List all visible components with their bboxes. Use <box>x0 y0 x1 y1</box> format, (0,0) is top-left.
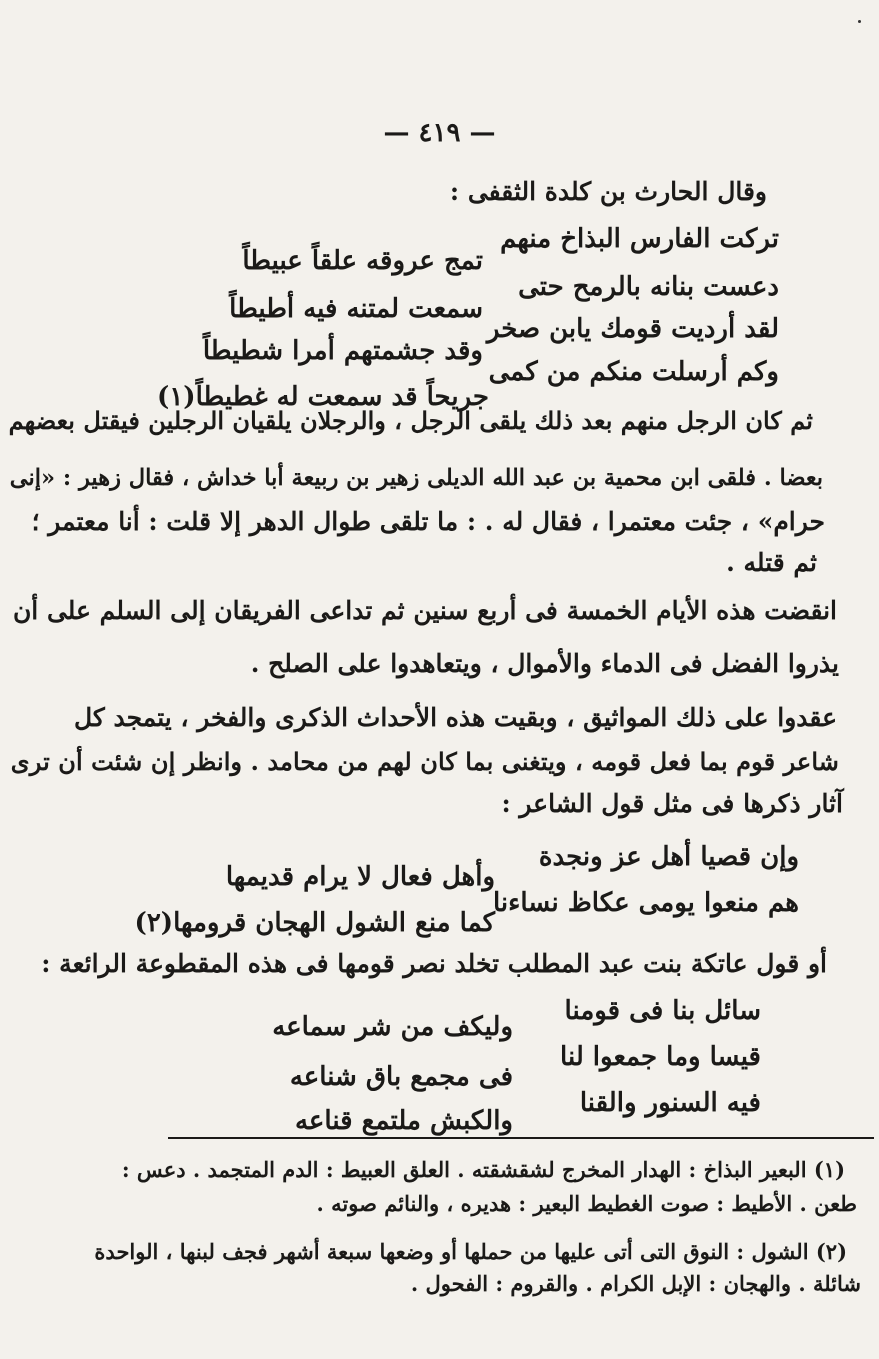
verse-hemistich-right: فيه السنور والقنا <box>579 1088 761 1118</box>
text-line: انقضت هذه الأيام الخمسة فى أربع سنين ثم تداعى الفريقان إلى السلم على أن <box>12 596 837 625</box>
text-line: آثار ذكرها فى مثل قول الشاعر : <box>501 789 843 818</box>
transition-line: أو قول عاتكة بنت عبد المطلب تخلد نصر قومها فى هذه المقطوعة الرائعة : <box>41 949 827 978</box>
verse-hemistich-right: قيسا وما جمعوا لنا <box>560 1042 761 1072</box>
text-line: ثم كان الرجل منهم بعد ذلك يلقى الرجل ، والرجلان يلقيان الرجلين فيقتل بعضهم <box>8 406 813 435</box>
verse-hemistich-left: جريحاً قد سمعت له غطيطاً(١) <box>157 382 489 412</box>
text-line: بعضا . فلقى ابن محمية بن عبد الله الديلى زهير بن ربيعة أبا خداش ، فقال زهير : «إنى <box>9 465 823 491</box>
verse-hemistich-right: وإن قصيا أهل عز ونجدة <box>538 842 799 872</box>
verse-hemistich-right: تركت الفارس البذاخ منهم <box>500 224 779 254</box>
intro-line: وقال الحارث بن كلدة الثقفى : <box>449 177 767 206</box>
text-line: شاعر قوم بما فعل قومه ، ويتغنى بما كان لهم من محامد . وانظر إن شئت أن ترى <box>10 747 839 776</box>
text-line: ثم قتله . <box>726 548 817 577</box>
verse-hemistich-left: وأهل فعال لا يرام قديمها <box>225 862 495 892</box>
verse-hemistich-left: وليكف من شر سماعه <box>272 1012 513 1042</box>
footnote-line: (٢) الشول : النوق التى أتى عليها من حملها أو وضعها سبعة أشهر فجف لبنها ، الواحدة <box>94 1239 847 1264</box>
footnote-line: (١) البعير البذاخ : الهدار المخرج لشقشقته . العلق العبيط : الدم المتجمد . دعس : <box>121 1157 845 1182</box>
footnote-divider <box>168 1137 874 1139</box>
footnote-line: شائلة . والهجان : الإبل الكرام . والقروم : الفحول . <box>410 1271 861 1296</box>
verse-hemistich-left: كما منع الشول الهجان قرومها(٢) <box>134 908 495 938</box>
verse-hemistich-left: وقد جشمتهم أمرا شطيطاً <box>202 336 483 366</box>
verse-hemistich-left: فى مجمع باق شناعه <box>289 1062 513 1092</box>
verse-hemistich-right: سائل بنا فى قومنا <box>564 996 761 1026</box>
page-number: — ٤١٩ — <box>383 118 496 148</box>
text-line: حرام» ، جئت معتمرا ، فقال له . : ما تلقى طوال الدهر إلا قلت : أنا معتمر ؛ <box>31 507 825 536</box>
text-line: عقدوا على ذلك المواثيق ، وبقيت هذه الأحداث الذكرى والفخر ، يتمجد كل <box>73 703 837 732</box>
footnote-line: طعن . الأطيط : صوت الغطيط البعير : هديره ، والنائم صوته . <box>316 1191 857 1216</box>
text-line: يذروا الفضل فى الدماء والأموال ، ويتعاهدوا على الصلح . <box>250 649 839 678</box>
verse-hemistich-right: دعست بنانه بالرمح حتى <box>518 272 779 302</box>
verse-hemistich-right: هم منعوا يومى عكاظ نساءنا <box>492 888 799 918</box>
verse-hemistich-left: تمج عروقه علقاً عبيطاً <box>242 246 483 276</box>
print-speck <box>858 20 861 23</box>
verse-hemistich-right: لقد أرديت قومك يابن صخر <box>486 314 779 344</box>
verse-hemistich-right: وكم أرسلت منكم من كمى <box>488 357 779 387</box>
verse-hemistich-left: سمعت لمتنه فيه أطيطاً <box>229 294 483 324</box>
verse-hemistich-left: والكبش ملتمع قناعه <box>294 1106 513 1136</box>
